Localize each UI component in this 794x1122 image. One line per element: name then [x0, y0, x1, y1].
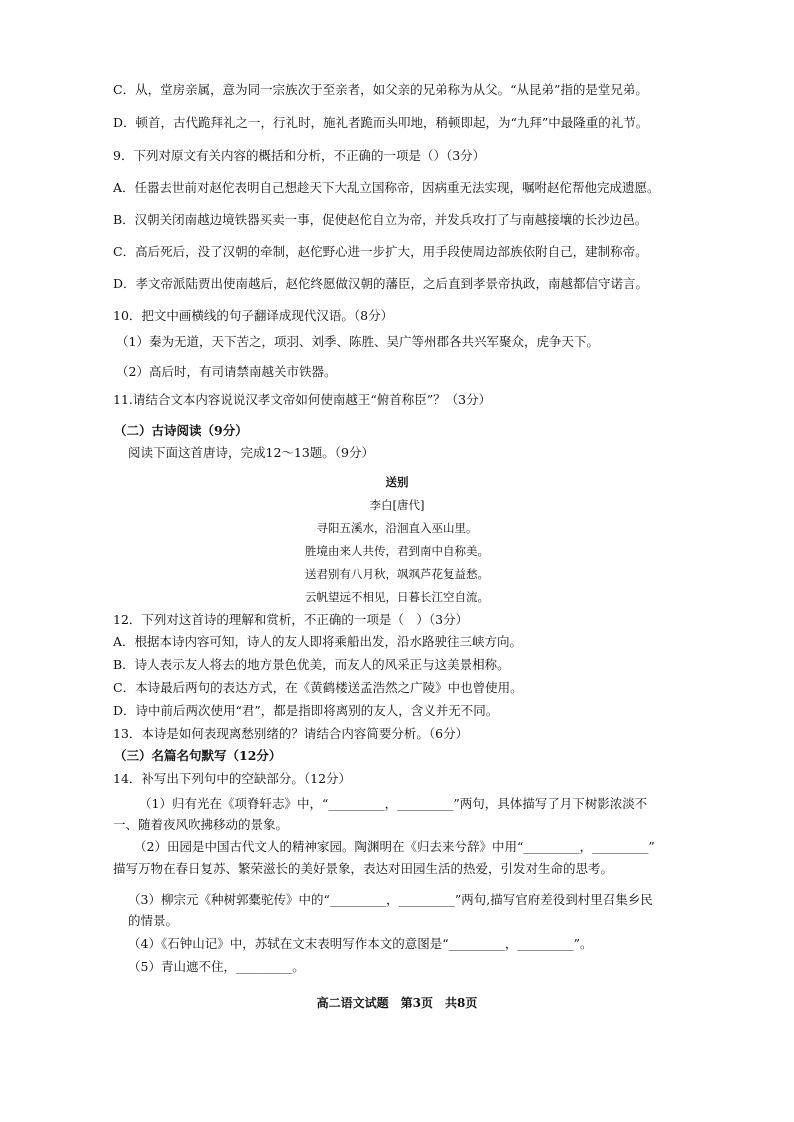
- q13-stem: 13．本诗是如何表现离愁别绪的？请结合内容简要分析。（6分）: [113, 726, 469, 741]
- section2-intro: 阅读下面这首唐诗，完成12～13题。（9分）: [128, 445, 375, 460]
- q8-option-c: C．从，堂房亲属，意为同一宗族次于至亲者，如父亲的兄弟称为从父。“从昆弟”指的是堂兄弟。: [113, 82, 648, 97]
- section3-title: （三）名篇名句默写（12分）: [114, 748, 282, 763]
- q10-sentence-1: （1）秦为无道，天下苦之，项羽、刘季、陈胜、吴广等州郡各共兴军聚众，虎争天下。: [116, 334, 599, 349]
- q9-stem: 9．下列对原文有关内容的概括和分析，不正确的一项是（）（3分）: [113, 148, 486, 163]
- q12-option-a: A．根据本诗内容可知，诗人的友人即将乘船出发，沿水路驶往三峡方向。: [113, 634, 523, 649]
- q14-item-2-cont: 描写万物在春日复苏、繁荣滋长的美好景象，表达对田园生活的热爱，引发对生命的思考。: [113, 861, 614, 876]
- q8-option-d: D．顿首，古代跪拜礼之一，行礼时，施礼者跪而头叩地，稍顿即起，为“九拜”中最隆重的礼节。: [113, 115, 649, 130]
- q10-stem: 10．把文中画横线的句子翻译成现代汉语。（8分）: [113, 308, 394, 323]
- q9-option-a: A．任嚣去世前对赵佗表明自己想趁天下大乱立国称帝，因病重无法实现，嘱咐赵佗帮他完成遗愿。: [113, 180, 660, 195]
- q12-option-d: D．诗中前后两次使用“君”，都是指即将离别的友人，含义并无不同。: [113, 703, 499, 718]
- poem-line: 送君别有八月秋，飒飒芦花复益愁。: [305, 567, 489, 581]
- q9-option-c: C．高后死后，没了汉朝的牵制，赵佗野心进一步扩大，用手段使周边部族依附自己，建制称帝。: [113, 244, 648, 259]
- section2-title: （二）古诗阅读（9分）: [114, 423, 248, 438]
- q9-option-b: B．汉朝关闭南越边境铁器买卖一事，促使赵佗自立为帝，并发兵攻打了与南越接壤的长沙边邑。: [113, 212, 648, 227]
- poem-line: 云帆望远不相见，日暮长江空自流。: [305, 590, 489, 604]
- q10-sentence-2: （2）高后时，有司请禁南越关市铁器。: [116, 364, 337, 379]
- poem-author: 李白[唐代]: [369, 498, 425, 512]
- q14-item-3: （3）柳宗元《种树郭橐驼传》中的“_________，_________”两句,描写官府差役到村里召集乡民: [128, 892, 653, 907]
- q14-stem: 14．补写出下列句中的空缺部分。（12分）: [113, 771, 352, 786]
- q9-option-d: D．孝文帝派陆贾出使南越后，赵佗终愿做汉朝的藩臣，之后直到孝景帝执政，南越都信守诺言。: [113, 276, 649, 291]
- q11-stem: 11.请结合文本内容说说汉孝文帝如何使南越王“俯首称臣”？（3分）: [113, 392, 492, 407]
- q14-item-1-cont: 一、随着夜风吹拂移动的景象。: [113, 817, 289, 832]
- page-footer: 高二语文试题 第3页 共8页: [316, 996, 478, 1010]
- poem-title: 送别: [385, 475, 409, 489]
- poem-line: 胜境由来人共传，君到南中自称美。: [305, 544, 489, 558]
- q14-item-5: （5）青山遮不住，_________。: [128, 959, 305, 974]
- q12-stem: 12．下列对这首诗的理解和赏析，不正确的一项是（ ）（3分）: [113, 612, 469, 627]
- q12-option-c: C．本诗最后两句的表达方式，在《黄鹤楼送孟浩然之广陵》中也曾使用。: [113, 680, 523, 695]
- q14-item-4: （4）《石钟山记》中，苏轼在文末表明写作本文的意图是“_________，_________”。: [128, 936, 593, 951]
- q14-item-3-cont: 的情景。: [128, 913, 179, 928]
- q14-item-1: （1）归有光在《项脊轩志》中，“_________，_________”两句，具体描写了月下树影浓淡不: [139, 796, 648, 811]
- q12-option-b: B．诗人表示友人将去的地方景色优美，而友人的风采正与这美景相称。: [113, 657, 510, 672]
- poem-line: 寻阳五溪水，沿洄直入巫山里。: [316, 521, 478, 535]
- q14-item-2: （2）田园是中国古代文人的精神家园。陶渊明在《归去来兮辞》中用“_________，_________”: [134, 839, 655, 854]
